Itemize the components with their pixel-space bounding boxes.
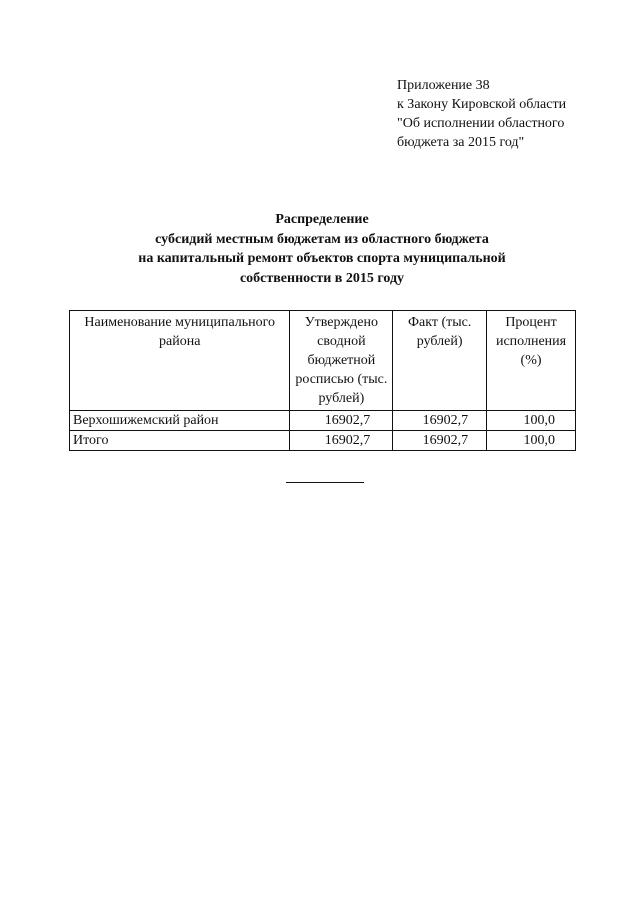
appendix-line: бюджета за 2015 год" xyxy=(397,135,525,150)
title-line: Распределение xyxy=(275,212,369,227)
cell-actual: 16902,7 xyxy=(393,411,487,431)
appendix-line: Приложение 38 xyxy=(397,78,490,93)
cell-percent: 100,0 xyxy=(487,411,576,431)
cell-district: Верхошижемский район xyxy=(70,411,290,431)
header-actual: Факт (тыс. рублей) xyxy=(393,311,487,411)
closing-separator-line xyxy=(286,482,364,483)
title-line: собственности в 2015 году xyxy=(239,270,405,286)
appendix-reference xyxy=(397,76,566,152)
cell-percent: 100,0 xyxy=(487,431,576,451)
title-line: субсидий местным бюджетам из областного бюджета xyxy=(155,231,489,247)
cell-actual: 16902,7 xyxy=(393,431,487,451)
appendix-line: "Об исполнении областного xyxy=(397,116,565,131)
appendix-line: к Закону Кировской области xyxy=(397,97,567,112)
document-title xyxy=(60,210,584,288)
header-district-name: Наименование муниципального района xyxy=(70,311,290,411)
cell-approved: 16902,7 xyxy=(290,411,393,431)
title-line: на капитальный ремонт объектов спорта муниципальной xyxy=(138,251,506,266)
header-percent: Процент исполнения (%) xyxy=(487,311,576,411)
table-row xyxy=(70,411,576,431)
header-approved: Утверждено сводной бюджетной росписью (тыс. рублей) xyxy=(290,311,393,411)
table-row-total xyxy=(70,431,576,451)
table-header-row xyxy=(70,311,576,411)
cell-approved: 16902,7 xyxy=(290,431,393,451)
cell-total-label: Итого xyxy=(70,431,290,451)
subsidy-table xyxy=(69,310,576,451)
